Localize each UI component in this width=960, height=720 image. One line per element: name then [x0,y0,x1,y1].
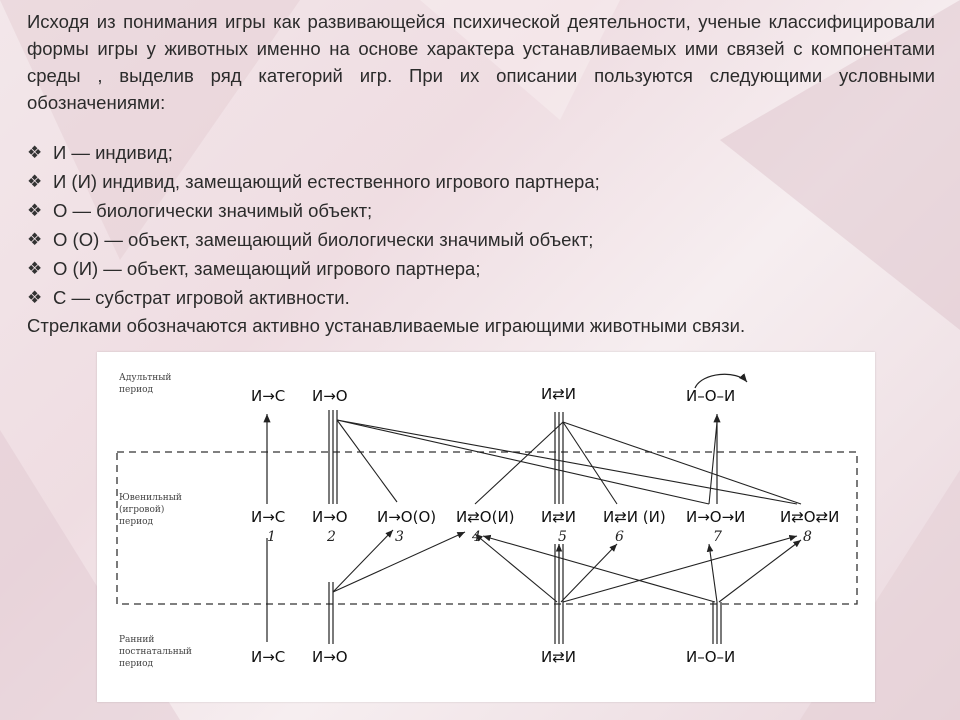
game-classification-diagram [97,352,875,702]
diamond-bullet-icon: ❖ [27,259,43,278]
juvenile-node-1: И→С [251,508,286,526]
adult-node-2: И→О [312,387,348,405]
juvenile-node-2: И→О [312,508,348,526]
diamond-bullet-icon: ❖ [27,143,43,162]
period-label-juvenile-2: (игровой) [119,505,165,515]
period-label-early-2: постнатальный [119,647,192,657]
early-node-2: И→О [312,648,348,666]
category-number-7: 7 [713,529,722,545]
early-node-1: И→С [251,648,286,666]
adult-node-1: И→С [251,387,286,405]
diagram-svg [97,352,875,702]
list-item: ❖ И — индивид; [27,138,935,167]
intro-paragraph: Исходя из понимания игры как развивающейся психической деятельности, ученые классифицировали формы игры у животных именно на основе характера устанавливаемых ими связей с компонентами среды , выделив ряд категорий игр. При их описании пользуются следующими условными обозначениями: [27,11,935,113]
list-item: ❖ О (О) — объект, замещающий биологически значимый объект; [27,225,935,254]
period-label-juvenile-3: период [119,517,154,527]
period-label-juvenile: Ювенильный [119,493,182,503]
category-number-6: 6 [615,529,624,545]
period-label-early-3: период [119,659,154,669]
category-number-8: 8 [803,529,812,545]
category-number-2: 2 [327,529,336,545]
juvenile-node-6: И⇄И (И) [603,508,666,526]
adult-loop-arrow [695,374,747,388]
upper-links [337,420,801,504]
adult-node-3: И⇄И [541,385,577,403]
diamond-bullet-icon: ❖ [27,230,43,249]
early-node-3: И⇄И [541,648,577,666]
juvenile-node-4: И⇄О(И) [456,508,515,526]
diamond-bullet-icon: ❖ [27,172,43,191]
adult-node-4: И–О–И [686,387,736,405]
period-label-adult: Адультный [119,373,172,383]
period-label-adult-2: период [119,385,154,395]
list-item: ❖ О (И) — объект, замещающий игрового партнера; [27,254,935,283]
category-number-4: 4 [472,529,481,545]
early-node-4: И–О–И [686,648,736,666]
juvenile-node-3: И→О(О) [377,508,437,526]
list-item: ❖ О — биологически значимый объект; [27,196,935,225]
period-label-early: Ранний [119,635,155,645]
juvenile-node-7: И→О→И [686,508,746,526]
category-number-1: 1 [267,529,276,545]
vertical-links [267,410,721,644]
juvenile-node-5: И⇄И [541,508,577,526]
arrows-note: Стрелками обозначаются активно устанавливаемые играющими животными связи. [27,315,746,336]
diamond-bullet-icon: ❖ [27,201,43,220]
category-number-3: 3 [395,529,404,545]
diamond-bullet-icon: ❖ [27,288,43,307]
list-item: ❖ С — субстрат игровой активности. [27,283,935,312]
list-item: ❖ И (И) индивид, замещающий естественного игрового партнера; [27,167,935,196]
legend-list [27,138,935,312]
juvenile-node-8: И⇄О⇄И [780,508,840,526]
category-number-5: 5 [558,529,567,545]
